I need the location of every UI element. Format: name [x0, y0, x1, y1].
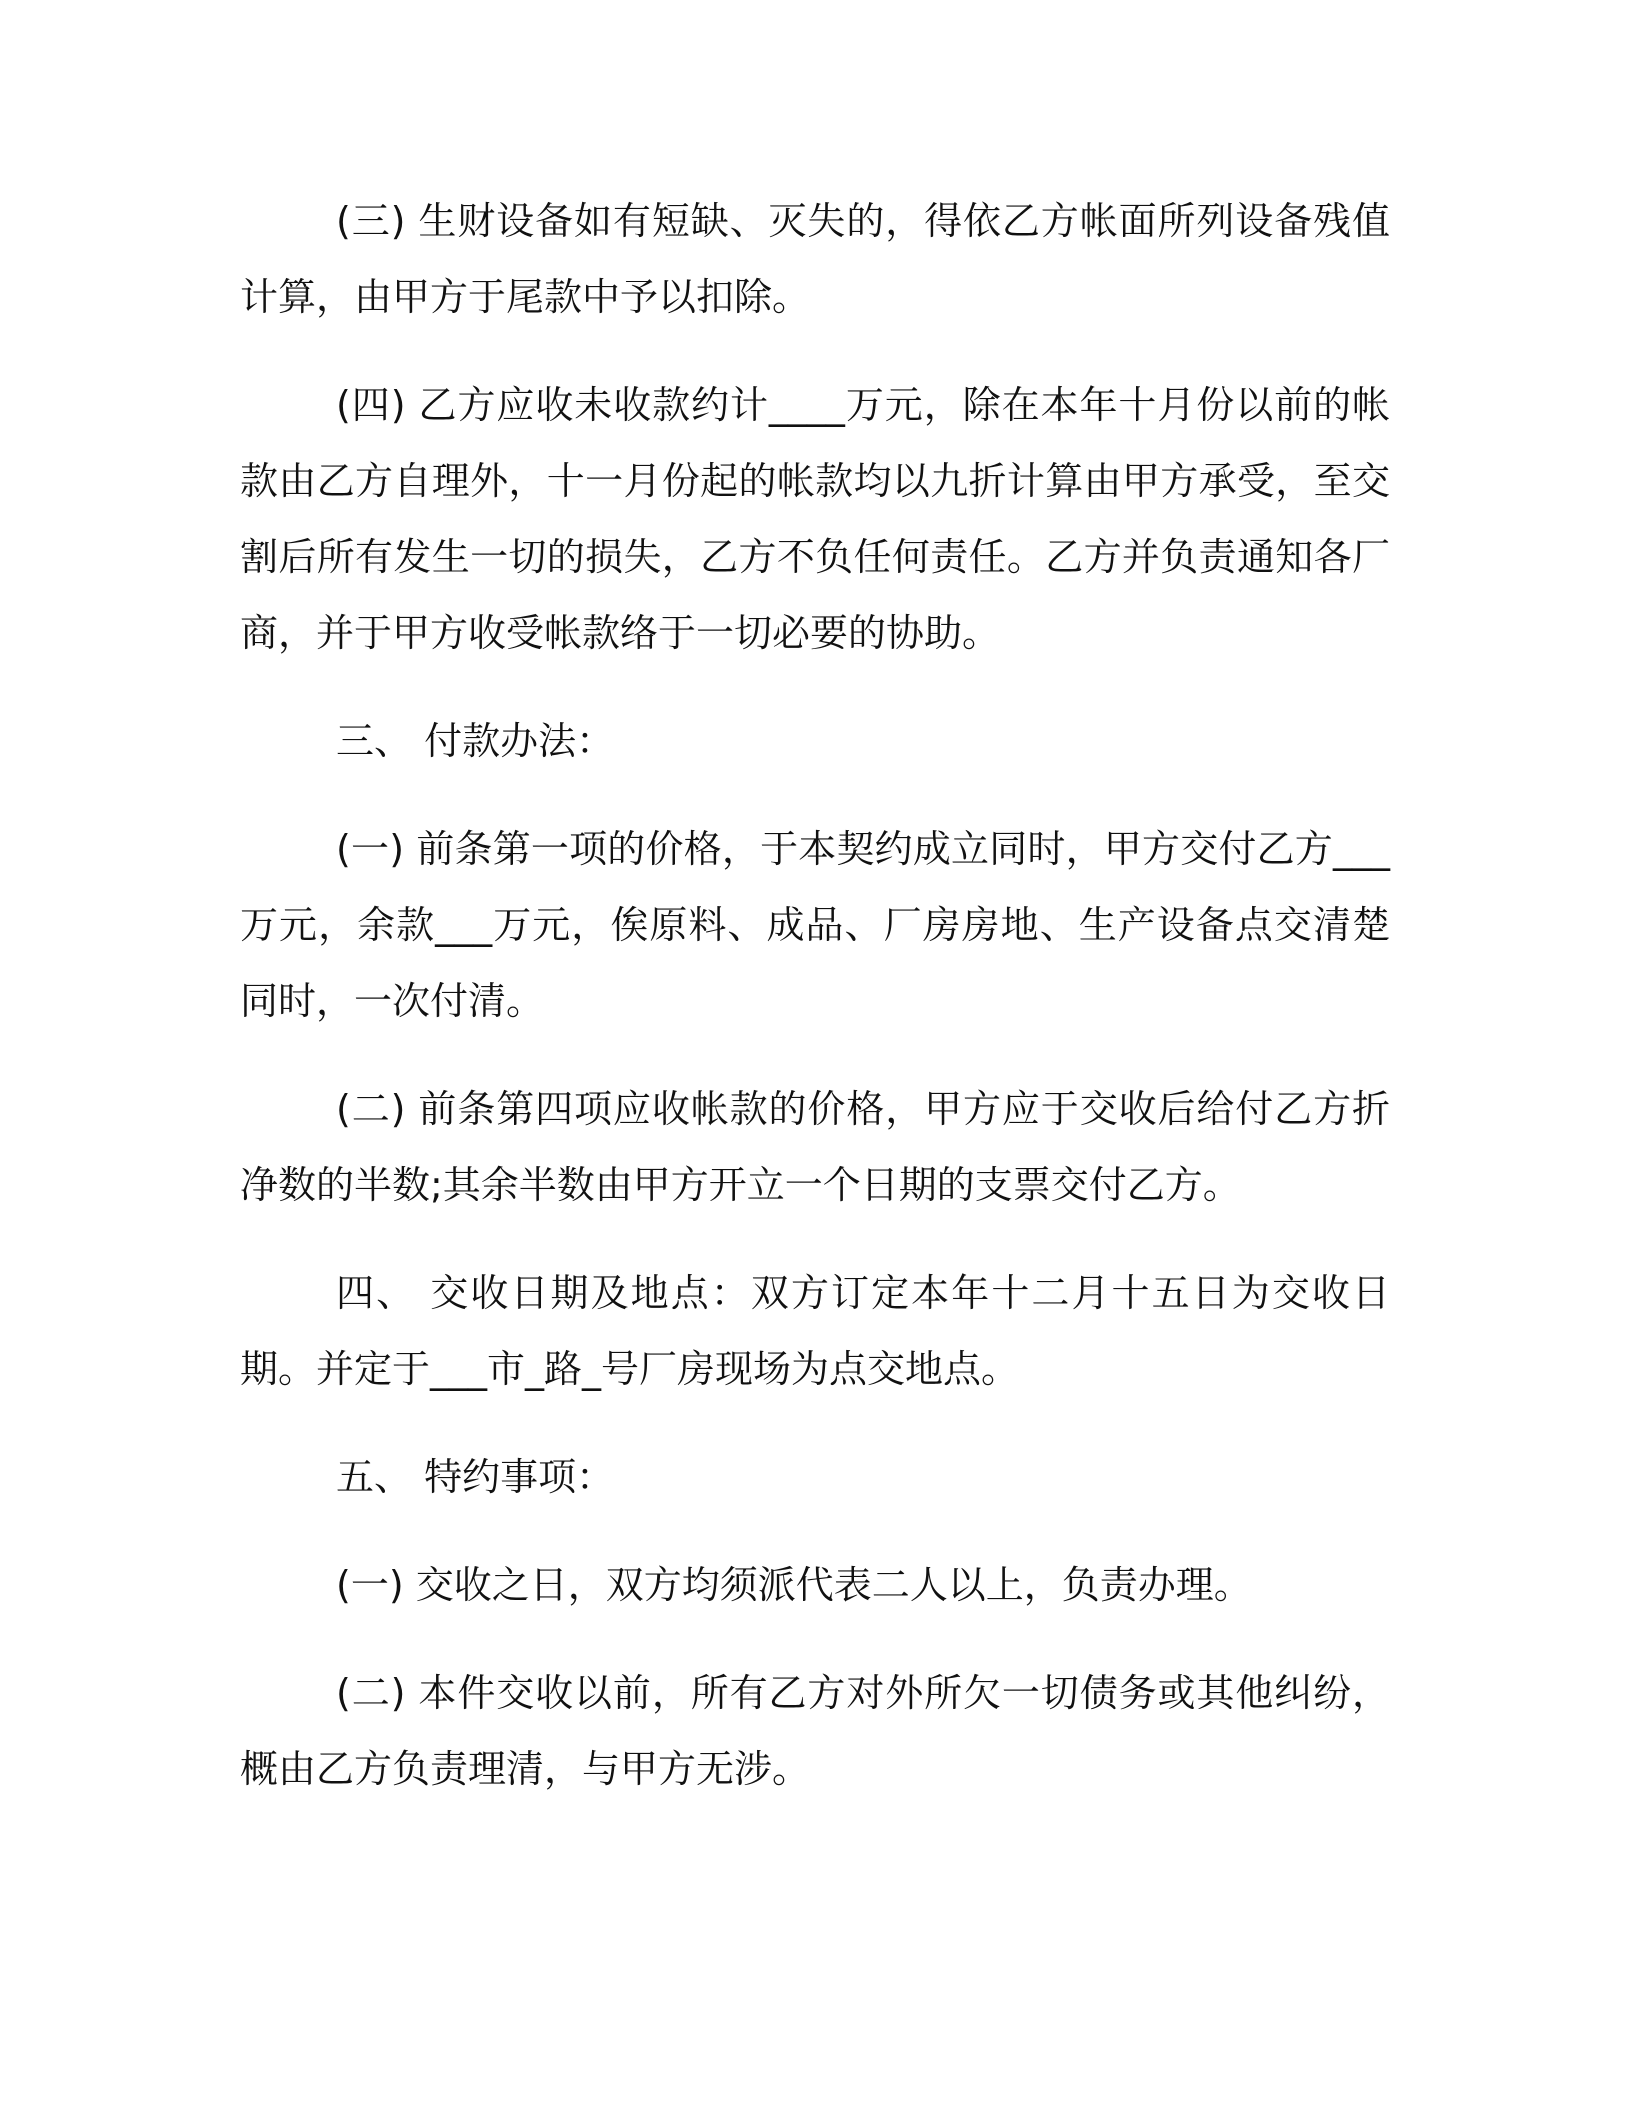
clause-paragraph: (二) 本件交收以前，所有乙方对外所欠一切债务或其他纠纷，概由乙方负责理清，与甲方无涉。 [240, 1671, 1390, 1791]
document-body [240, 183, 1390, 1839]
clause-paragraph: (一) 前条第一项的价格，于本契约成立同时，甲方交付乙方___万元，余款___万元，俟原料、成品、厂房房地、生产设备点交清楚同时，一次付清。 [240, 827, 1390, 1023]
section-paragraph: 四、 交收日期及地点：双方订定本年十二月十五日为交收日期。并定于___市_路_号厂房现场为点交地点。 [240, 1271, 1390, 1391]
section-heading: 三、 付款办法： [336, 719, 615, 763]
clause-paragraph: (四) 乙方应收未收款约计____万元，除在本年十月份以前的帐款由乙方自理外，十一月份起的帐款均以九折计算由甲方承受，至交割后所有发生一切的损失，乙方不负任何责任。乙方并负责通知各厂商，并于甲方收受帐款络于一切必要的协助。 [240, 383, 1390, 655]
clause-paragraph: (一) 交收之日，双方均须派代表二人以上，负责办理。 [336, 1563, 1252, 1607]
clause-paragraph: (三) 生财设备如有短缺、灭失的，得依乙方帐面所列设备残值计算，由甲方于尾款中予以扣除。 [240, 199, 1390, 319]
section-heading: 五、 特约事项： [336, 1455, 615, 1499]
clause-paragraph: (二) 前条第四项应收帐款的价格，甲方应于交收后给付乙方折净数的半数;其余半数由甲方开立一个日期的支票交付乙方。 [240, 1087, 1390, 1207]
